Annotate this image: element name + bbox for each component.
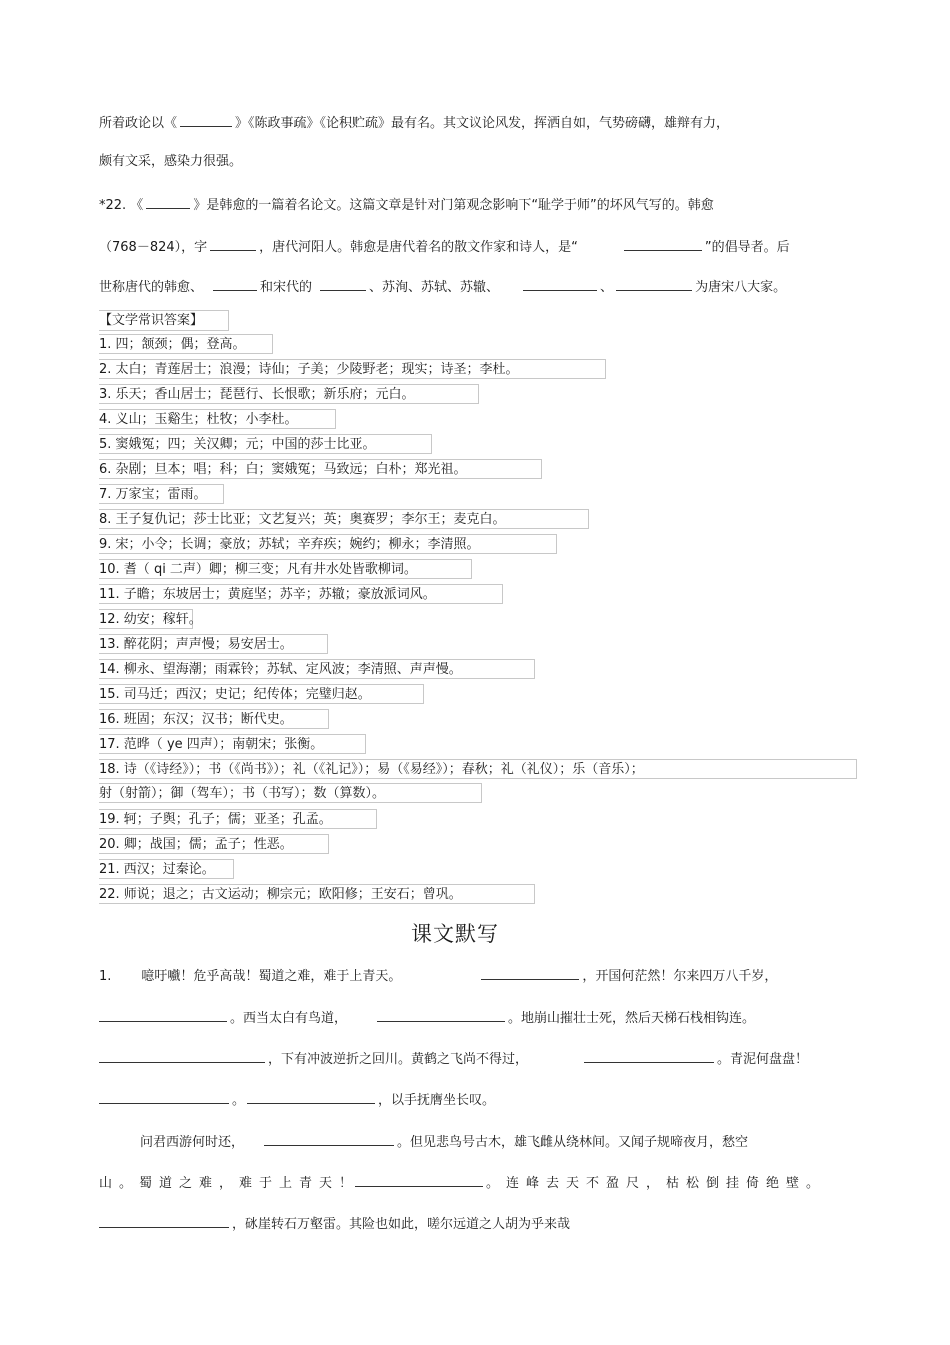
- text: ，以手抚膺坐长叹。: [378, 1093, 496, 1108]
- answer-item: 1. 四；颔颈；偶；登高。: [99, 334, 273, 354]
- text: ，砯崖转石万壑雷。其险也如此，嗟尔远道之人胡为乎来哉: [232, 1217, 571, 1232]
- answer-item: 20. 卿；战国；儒；孟子；性恶。: [99, 834, 329, 854]
- answer-item: 3. 乐天；香山居士；琵琶行、长恨歌；新乐府；元白。: [99, 384, 479, 404]
- text: 。但见悲鸟号古木，雄飞雌从绕林间。又闻子规啼夜月，愁空: [397, 1135, 749, 1150]
- answer-item: 14. 柳永、望海潮；雨霖铃；苏轼、定风波；李清照、声声慢。: [99, 659, 535, 679]
- blank: [247, 1091, 375, 1104]
- blank: [523, 278, 597, 291]
- item-number: 1.: [99, 969, 112, 984]
- blank: [264, 1133, 394, 1146]
- answer-item: 19. 轲；子舆；孔子；儒；亚圣；孔孟。: [99, 809, 377, 829]
- answer-item: 7. 万家宝；雷雨。: [99, 484, 224, 504]
- blank: [320, 278, 366, 291]
- text: 。地崩山摧壮士死，然后天梯石栈相钩连。: [508, 1011, 756, 1026]
- recitation-line-6: [99, 1174, 826, 1192]
- answer-item: 2. 太白；青莲居士；浪漫；诗仙；子美；少陵野老；现实；诗圣；李杜。: [99, 359, 606, 379]
- section-title: 课文默写: [411, 922, 499, 946]
- intro-line-2: 颇有文采，感染力很强。: [99, 154, 243, 169]
- intro-line-1: [99, 114, 729, 132]
- answer-item: 5. 窦娥冤；四；关汉卿；元；中国的莎士比亚。: [99, 434, 432, 454]
- blank: [99, 1050, 265, 1063]
- answer-item: 22. 师说；退之；古文运动；柳宗元；欧阳修；王安石；曾巩。: [99, 884, 535, 904]
- text: 。西当太白有鸟道，: [230, 1011, 348, 1026]
- text: 。青泥何盘盘！: [717, 1052, 809, 1067]
- blank: [355, 1174, 483, 1187]
- blank: [99, 1091, 229, 1104]
- answer-item: 9. 宋；小令；长调；豪放；苏轼；辛弃疾；婉约；柳永；李清照。: [99, 534, 557, 554]
- text: 。: [232, 1093, 246, 1108]
- text: 。连峰去天不盈尺，枯松倒挂倚绝壁。: [486, 1176, 827, 1191]
- text: 所着政论以《: [99, 116, 178, 131]
- text: 》是韩愈的一篇着名论文。这篇文章是针对门第观念影响下“耻学于师”的坏风气写的。韩愈: [193, 198, 714, 213]
- recitation-line-7: [99, 1215, 570, 1233]
- recitation-line-3: [99, 1050, 808, 1068]
- recitation-line-5: [140, 1133, 748, 1151]
- text: 山。蜀道之难，难于上青天！: [99, 1176, 360, 1191]
- text: ，唐代河阳人。韩愈是唐代着名的散文作家和诗人，是“: [259, 240, 578, 255]
- text: *22. 《: [99, 198, 144, 213]
- question-22-line-1: [99, 196, 714, 214]
- question-22-line-2: [99, 238, 790, 256]
- answer-item: 11. 子瞻；东坡居士；黄庭坚；苏辛；苏辙；豪放派词风。: [99, 584, 503, 604]
- answer-item: 4. 义山；玉谿生；杜牧；小李杜。: [99, 409, 336, 429]
- blank: [180, 114, 232, 127]
- recitation-line-1: [99, 967, 777, 985]
- answer-item: 18. 诗（《诗经》）；书（《尚书》）；礼（《礼记》）；易（《易经》）；春秋；礼（礼仪）；乐（音乐）；: [99, 759, 857, 779]
- blank: [99, 1009, 227, 1022]
- text: 问君西游何时还，: [140, 1135, 245, 1150]
- text: 世称唐代的韩愈、: [99, 280, 204, 295]
- blank: [616, 278, 692, 291]
- text: ，开国何茫然！尔来四万八千岁，: [582, 969, 778, 984]
- recitation-line-4: [99, 1091, 495, 1109]
- text: 和宋代的: [260, 280, 313, 295]
- answer-item: 15. 司马迁；西汉；史记；纪传体；完璧归赵。: [99, 684, 424, 704]
- blank: [99, 1215, 229, 1228]
- answer-item: 13. 醉花阴；声声慢；易安居士。: [99, 634, 328, 654]
- text: ”的倡导者。后: [704, 240, 790, 255]
- blank: [481, 967, 579, 980]
- blank: [213, 278, 257, 291]
- answer-item: 6. 杂剧；旦本；唱；科；白；窦娥冤；马致远；白朴；郑光祖。: [99, 459, 542, 479]
- answer-item: 16. 班固；东汉；汉书；断代史。: [99, 709, 329, 729]
- recitation-line-2: [99, 1009, 755, 1027]
- answer-item: 12. 幼安；稼轩。: [99, 609, 193, 629]
- answer-item: 射（射箭）；御（驾车）；书（书写）；数（算数）。: [99, 783, 482, 803]
- text: 》《陈政事疏》《论积贮疏》最有名。其文议论风发，挥洒自如，气势磅礴，雄辩有力，: [235, 116, 730, 131]
- blank: [584, 1050, 714, 1063]
- answer-item: 10. 耆（ qi 二声）卿；柳三变；凡有井水处皆歌柳词。: [99, 559, 472, 579]
- answer-item: 21. 西汉；过秦论。: [99, 859, 234, 879]
- blank: [624, 238, 702, 251]
- answers-heading: 【文学常识答案】: [99, 310, 229, 331]
- text: 、苏洵、苏轼、苏辙、: [369, 280, 500, 295]
- text: 、: [600, 280, 614, 295]
- question-22-line-3: [99, 278, 786, 296]
- blank: [377, 1009, 505, 1022]
- blank: [146, 196, 190, 209]
- answer-item: 8. 王子复仇记；莎士比亚；文艺复兴；英；奥赛罗；李尔王；麦克白。: [99, 509, 589, 529]
- text: 噫吁嚱！危乎高哉！蜀道之难，难于上青天。: [141, 969, 402, 984]
- blank: [210, 238, 256, 251]
- answer-item: 17. 范晔（ ye 四声）；南朝宋；张衡。: [99, 734, 366, 754]
- text: （768－824），字: [99, 240, 208, 255]
- text: ，下有冲波逆折之回川。黄鹤之飞尚不得过，: [268, 1052, 529, 1067]
- text: 为唐宋八大家。: [695, 280, 787, 295]
